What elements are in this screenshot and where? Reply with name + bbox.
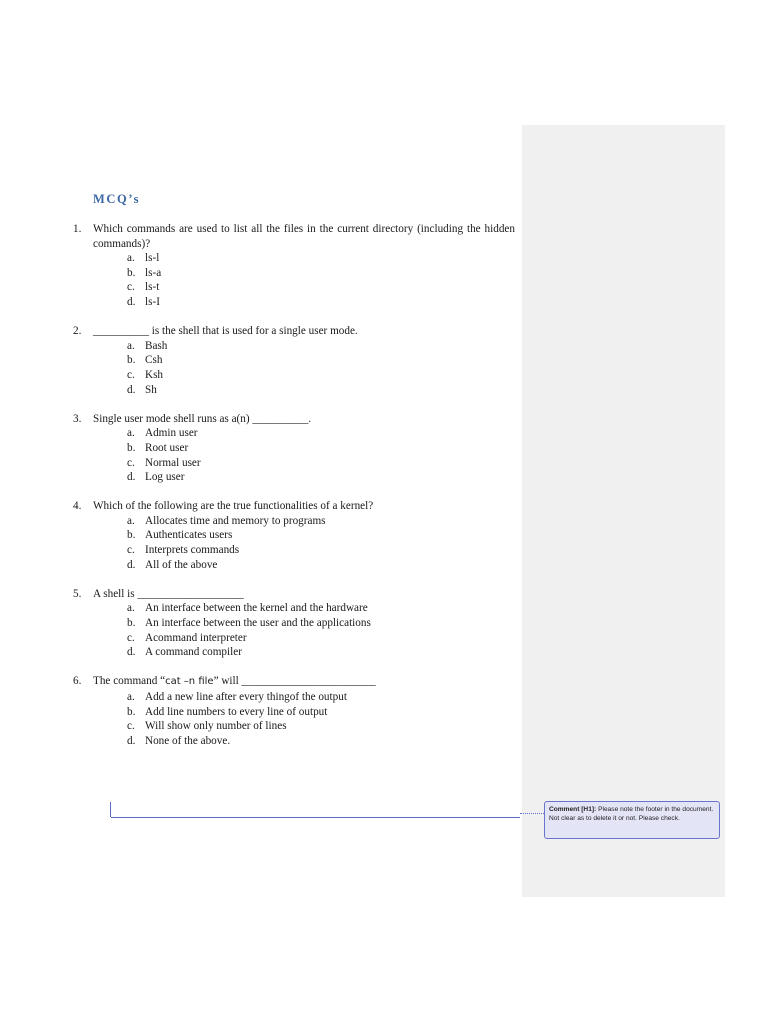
- option-letter: c.: [127, 456, 135, 469]
- question-text: Which commands are used to list all the files in the current directory (including the hidden commands)?: [93, 223, 515, 250]
- option-letter: c.: [127, 368, 135, 381]
- question-number: 4.: [73, 500, 82, 513]
- option-text: Will show only number of lines: [145, 720, 287, 733]
- option-letter: a.: [127, 691, 135, 703]
- option-text: None of the above.: [145, 734, 231, 747]
- option-list: [93, 601, 515, 659]
- option-letter: a.: [127, 427, 135, 440]
- option-list: [93, 426, 515, 484]
- footer-anchor-mark: [110, 802, 111, 817]
- option-item: [93, 368, 515, 383]
- question-text: __________ is the shell that is used for a single user mode.: [93, 325, 358, 338]
- option-text: Interprets commands: [145, 544, 240, 557]
- option-item: [93, 601, 515, 616]
- comment-markup-pane: [522, 125, 725, 897]
- option-letter: a.: [127, 252, 135, 265]
- option-item: [93, 558, 515, 573]
- option-item: [93, 266, 515, 281]
- option-letter: b.: [127, 266, 136, 279]
- option-text: Allocates time and memory to programs: [145, 514, 326, 527]
- option-item: [93, 690, 515, 705]
- option-item: [93, 383, 515, 398]
- option-item: [93, 470, 515, 485]
- option-list: [93, 251, 515, 309]
- option-letter: b.: [127, 354, 136, 367]
- question-3: [73, 412, 515, 485]
- option-item: [93, 441, 515, 456]
- section-heading: MCQ’s: [93, 192, 141, 206]
- option-text: Csh: [145, 354, 163, 367]
- option-letter: d.: [127, 295, 136, 308]
- option-text: ls-t: [145, 281, 160, 294]
- option-item: [93, 719, 515, 734]
- question-1: [73, 222, 515, 310]
- option-text: Sh: [145, 383, 157, 396]
- question-2: [73, 324, 515, 397]
- comment-text: Please note the footer in the document. Not clear as to delete it or not. Please check.: [549, 806, 714, 823]
- option-text: All of the above: [145, 558, 218, 571]
- option-text: A command compiler: [145, 646, 242, 659]
- option-letter: c.: [127, 281, 135, 294]
- question-text: [93, 674, 515, 690]
- option-item: [93, 339, 515, 354]
- option-letter: a.: [127, 339, 135, 352]
- option-letter: c.: [127, 631, 135, 644]
- footer-comment-underline: [111, 817, 520, 818]
- option-letter: a.: [127, 514, 135, 527]
- question-text: Which of the following are the true functionalities of a kernel?: [93, 500, 374, 513]
- option-text: An interface between the kernel and the hardware: [145, 602, 368, 615]
- option-text: Normal user: [145, 456, 201, 469]
- question-number: 1.: [73, 223, 82, 235]
- option-text: Admin user: [145, 427, 198, 440]
- option-letter: a.: [127, 602, 135, 615]
- option-item: [93, 543, 515, 558]
- option-letter: b.: [127, 529, 136, 542]
- option-item: [93, 734, 515, 749]
- option-list: [93, 690, 515, 748]
- question-number: 3.: [73, 412, 82, 425]
- comment-label: Comment [H1]:: [549, 806, 597, 813]
- option-item: [93, 631, 515, 646]
- option-item: [93, 456, 515, 471]
- option-text: Root user: [145, 441, 189, 454]
- option-letter: d.: [127, 383, 136, 396]
- question-number: 2.: [73, 325, 82, 338]
- option-letter: d.: [127, 734, 136, 747]
- option-text: Add line numbers to every line of output: [145, 705, 328, 718]
- option-text: ls-I: [145, 295, 160, 308]
- option-item: [93, 705, 515, 720]
- option-text: Ksh: [145, 368, 164, 381]
- option-item: [93, 280, 515, 295]
- question-5: [73, 587, 515, 660]
- option-item: [93, 514, 515, 529]
- question-text: A shell is ___________________: [93, 587, 244, 600]
- option-text: Bash: [145, 339, 168, 352]
- option-list: [93, 514, 515, 572]
- question-6: [73, 674, 515, 748]
- option-item: [93, 426, 515, 441]
- option-text: Acommand interpreter: [145, 631, 247, 644]
- option-item: [93, 295, 515, 310]
- option-letter: d.: [127, 646, 136, 659]
- option-item: [93, 251, 515, 266]
- question-number: 6.: [73, 675, 82, 688]
- option-letter: c.: [127, 720, 135, 733]
- option-letter: c.: [127, 544, 135, 557]
- question-text-tail: ” will ________________________: [213, 675, 376, 688]
- option-letter: b.: [127, 705, 136, 718]
- question-text: Single user mode shell runs as a(n) __________.: [93, 412, 312, 425]
- option-letter: b.: [127, 617, 136, 630]
- option-letter: d.: [127, 558, 136, 571]
- option-text: Authenticates users: [145, 529, 233, 542]
- question-number: 5.: [73, 587, 82, 600]
- question-list: [73, 222, 515, 763]
- question-4: [73, 499, 515, 572]
- comment-balloon[interactable]: [544, 801, 720, 839]
- option-text: An interface between the user and the applications: [145, 617, 371, 630]
- option-item: [93, 645, 515, 660]
- option-item: [93, 353, 515, 368]
- option-list: [93, 339, 515, 397]
- option-text: Log user: [145, 471, 185, 484]
- option-text: Add a new line after every thingof the output: [145, 691, 347, 703]
- command-text: cat –n file: [165, 676, 214, 688]
- option-letter: b.: [127, 441, 136, 454]
- option-text: ls-l: [145, 252, 160, 265]
- question-text-lead: The command “: [93, 675, 166, 688]
- option-item: [93, 616, 515, 631]
- comment-connector-line: [520, 813, 544, 814]
- option-letter: d.: [127, 471, 136, 484]
- option-item: [93, 528, 515, 543]
- option-text: ls-a: [145, 266, 162, 279]
